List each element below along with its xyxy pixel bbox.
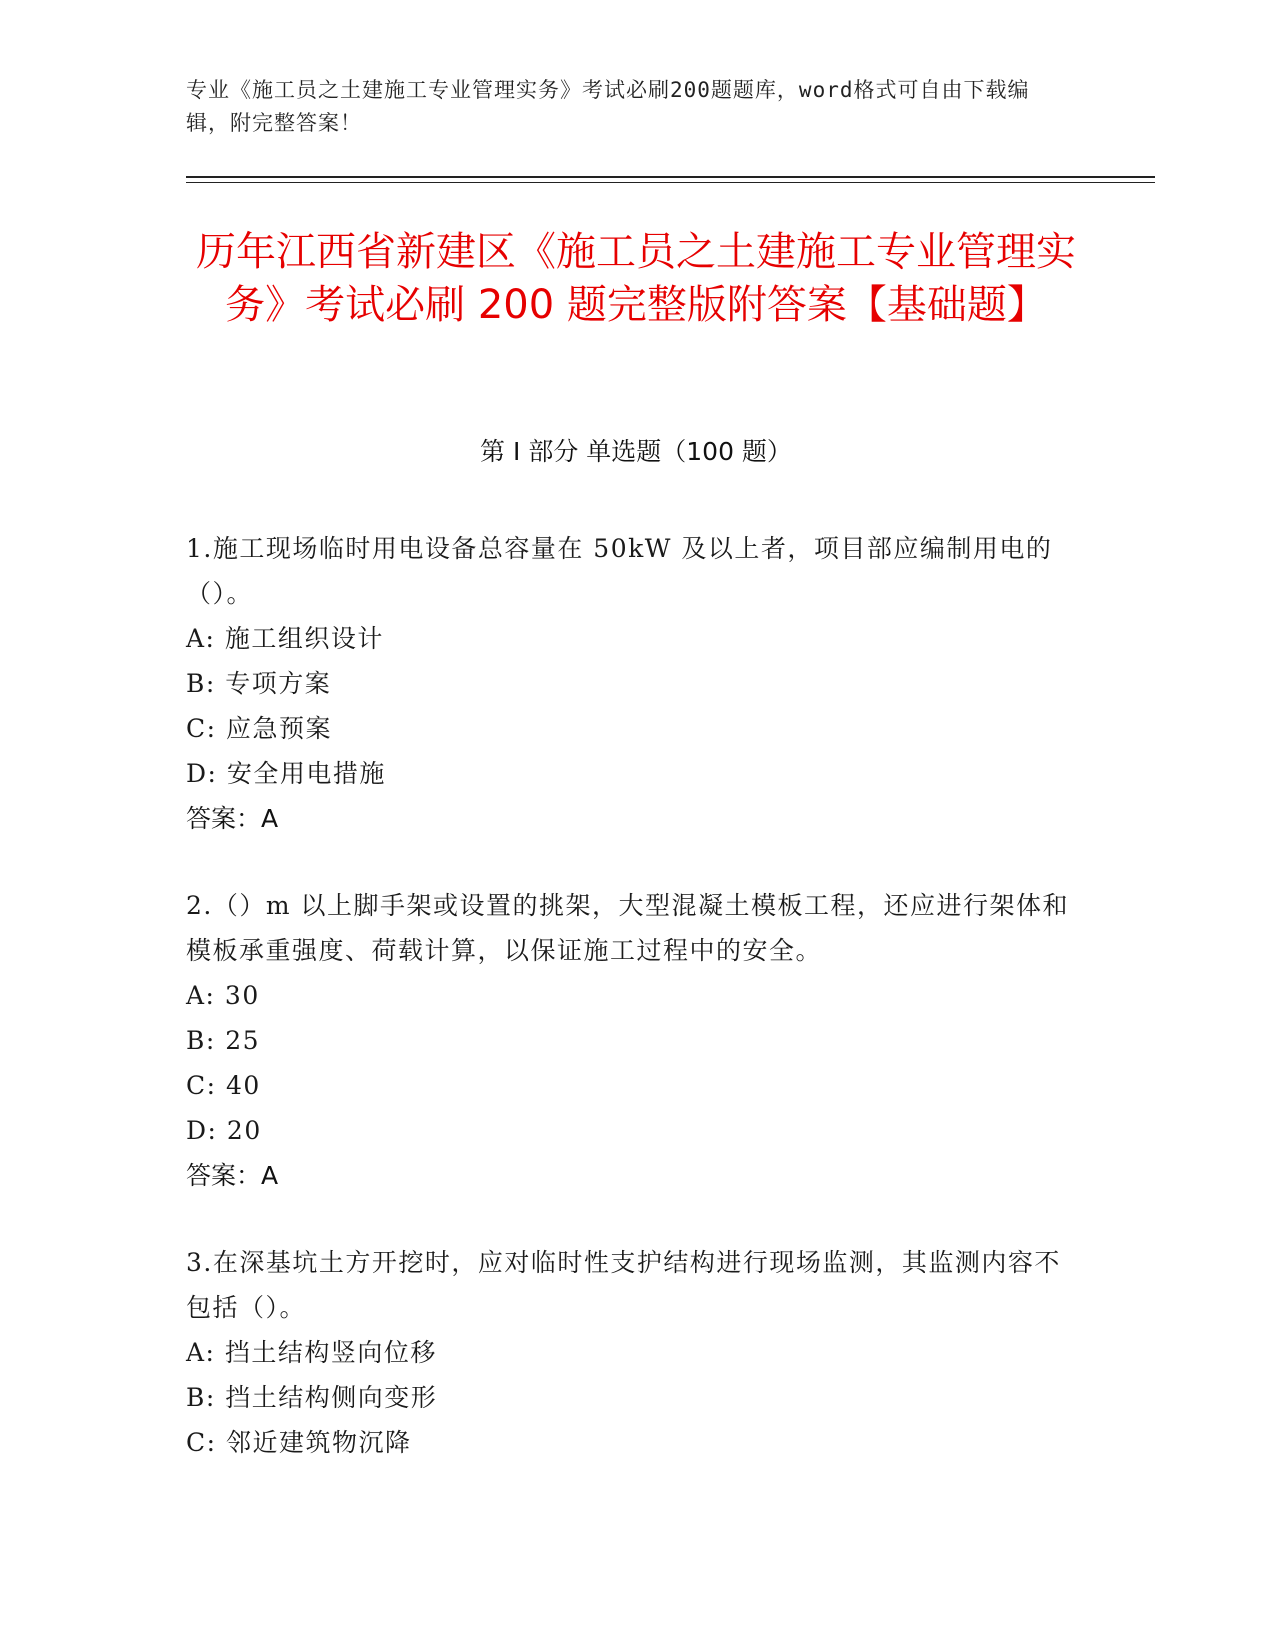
question-stem: 1.施工现场临时用电设备总容量在 50kW 及以上者，项目部应编制用电的（）。 (186, 534, 1053, 608)
option-d: D: 安全用电措施 (186, 759, 386, 788)
option-d: D: 20 (186, 1116, 262, 1145)
document-title: 历年江西省新建区《施工员之土建施工专业管理实务》考试必刷 200 题完整版附答案【基础题】 (196, 229, 1076, 328)
header-note: 专业《施工员之土建施工专业管理实务》考试必刷200题题库，word格式可自由下载编辑，附完整答案！ (186, 78, 1030, 135)
question-stem: 2.（）m 以上脚手架或设置的挑架，大型混凝土模板工程，还应进行架体和模板承重强度、荷载计算，以保证施工过程中的安全。 (186, 891, 1070, 965)
question-item (186, 526, 1076, 841)
option-b: B: 25 (186, 1026, 261, 1055)
option-c: C: 应急预案 (186, 714, 332, 743)
option-c: C: 40 (186, 1071, 261, 1100)
header-divider-thin (186, 182, 1155, 183)
question-list (186, 526, 1076, 1507)
option-b: B: 专项方案 (186, 669, 332, 698)
option-a: A: 施工组织设计 (186, 624, 384, 653)
option-c: C: 邻近建筑物沉降 (186, 1428, 412, 1457)
answer-line: 答案：A (186, 1161, 279, 1190)
question-stem: 3.在深基坑土方开挖时，应对临时性支护结构进行现场监测，其监测内容不包括（）。 (186, 1248, 1061, 1322)
option-b: B: 挡土结构侧向变形 (186, 1383, 438, 1412)
answer-line: 答案：A (186, 804, 279, 833)
header-divider-thick (186, 176, 1155, 178)
section-title: 第 I 部分 单选题（100 题） (480, 437, 792, 466)
question-item (186, 1240, 1076, 1465)
option-a: A: 30 (186, 981, 260, 1010)
question-item (186, 883, 1076, 1198)
option-a: A: 挡土结构竖向位移 (186, 1338, 437, 1367)
